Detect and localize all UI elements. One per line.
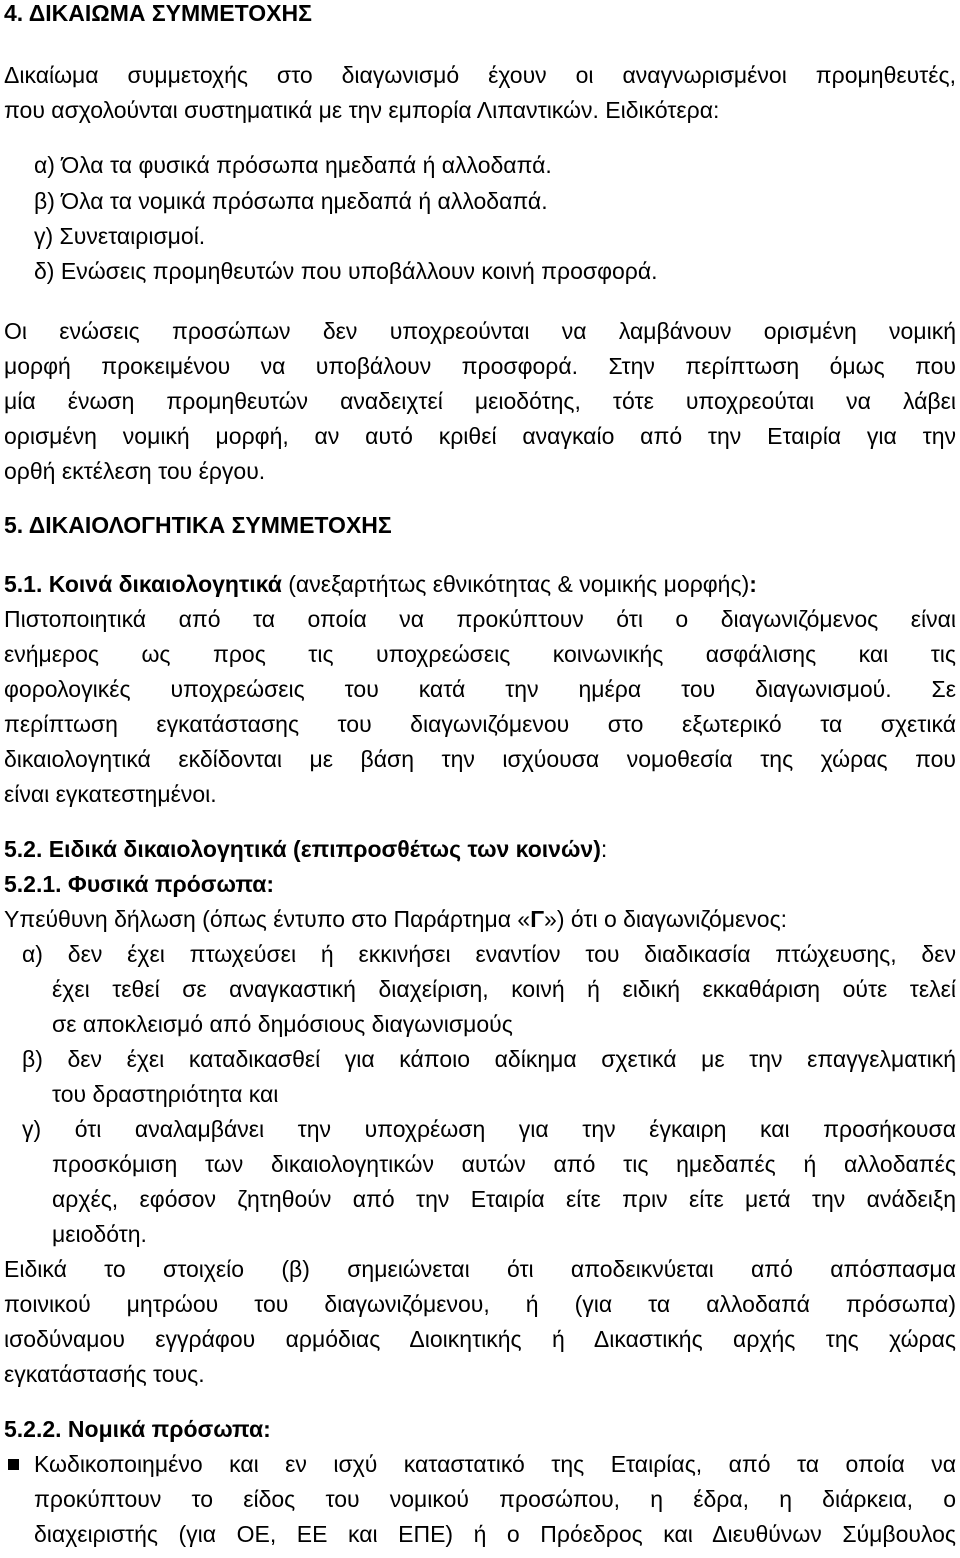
s521-c-line-4: μειοδότη. <box>52 1221 147 1247</box>
s51-line-3: φορολογικές υποχρεώσεις του κατά την ημέρα του διαγωνισμού. Σε <box>4 676 956 702</box>
section-5-2-colon: : <box>600 836 608 862</box>
intro-line-2: που ασχολούνται συστηματικά με την εμπορία Λιπαντικών. Ειδικότερα: <box>4 97 720 123</box>
s51-line-4: περίπτωση εγκατάστασης του διαγωνιζόμενου στο εξωτερικό τα σχετικά <box>4 711 956 737</box>
s521-a-line-3: σε αποκλεισμό από δημόσιους διαγωνισμούς <box>52 1011 513 1037</box>
section-5-2-title: 5.2. Ειδικά δικαιολογητικά (επιπροσθέτως των κοινών) <box>4 836 601 862</box>
s521-b-line-2: του δραστηριότητα και <box>52 1081 279 1107</box>
unions-para-line-4: ορισμένη νομική μορφή, αν αυτό κριθεί αναγκαίο από την Εταιρία για την <box>4 423 956 449</box>
s521-intro <box>4 906 960 933</box>
eligibility-item-a: α) Όλα τα φυσικά πρόσωπα ημεδαπά ή αλλοδαπά. <box>34 152 552 178</box>
s521-c-line-2: προσκόμιση των δικαιολογητικών αυτών από τις ημεδαπές ή αλλοδαπές <box>52 1151 956 1177</box>
section-5-1-heading <box>4 571 960 598</box>
s51-line-1: Πιστοποιητικά από τα οποία να προκύπτουν ότι ο διαγωνιζόμενος είναι <box>4 606 956 632</box>
s521-note-line-3: ισοδύναμου εγγράφου αρμόδιας Διοικητικής ή Δικαστικής αρχής της χώρας <box>4 1326 956 1352</box>
s51-line-2: ενήμερος ως προς τις υποχρεώσεις κοινωνικής ασφάλισης και τις <box>4 641 956 667</box>
s51-line-5: δικαιολογητικά εκδίδονται με βάση την ισχύουσα νομοθεσία της χώρας που <box>4 746 956 772</box>
section-5-1-qualifier: (ανεξαρτήτως εθνικότητας & νομικής μορφής) <box>281 571 750 597</box>
section-4-heading: 4. ΔΙΚΑΙΩΜΑ ΣΥΜΜΕΤΟΧΗΣ <box>4 0 312 26</box>
s521-a-line-2: έχει τεθεί σε αναγκαστική διαχείριση, κοινή ή ειδική εκκαθάριση ούτε τελεί <box>52 976 956 1002</box>
unions-para-line-5: ορθή εκτέλεση του έργου. <box>4 458 266 484</box>
s522-line-3: διαχειριστής (για ΟΕ, ΕΕ και ΕΠΕ) ή ο Πρόεδρος και Διευθύνων Σύμβουλος <box>34 1521 956 1547</box>
section-5-2-2-heading: 5.2.2. Νομικά πρόσωπα: <box>4 1416 271 1442</box>
s51-line-6: είναι εγκατεστημένοι. <box>4 781 217 807</box>
section-5-1-colon: : <box>749 571 757 597</box>
section-5-heading: 5. ΔΙΚΑΙΟΛΟΓΗΤΙΚΑ ΣΥΜΜΕΤΟΧΗΣ <box>4 512 392 538</box>
s521-a-line-1: α) δεν έχει πτωχεύσει ή εκκινήσει εναντίον του διαδικασία πτώχευσης, δεν <box>22 941 956 967</box>
s521-c-line-1: γ) ότι αναλαμβάνει την υποχρέωση για την έγκαιρη και προσήκουσα <box>22 1116 956 1142</box>
s522-line-2: προκύπτουν το είδος του νομικού προσώπου, η έδρα, η διάρκεια, ο <box>34 1486 956 1512</box>
s521-c-line-3: αρχές, εφόσον ζητηθούν από την Εταιρία είτε πριν είτε μετά την ανάδειξη <box>52 1186 956 1212</box>
section-5-2-1-heading: 5.2.1. Φυσικά πρόσωπα: <box>4 871 275 897</box>
s522-line-1: Κωδικοποιημένο και εν ισχύ καταστατικό της Εταιρίας, από τα οποία να <box>34 1451 956 1477</box>
square-bullet-icon <box>8 1459 19 1470</box>
s521-note-line-2: ποινικού μητρώου του διαγωνιζόμενου, ή (για τα αλλοδαπά πρόσωπα) <box>4 1291 956 1317</box>
unions-para-line-2: μορφή προκειμένου να υποβάλουν προσφορά. Στην περίπτωση όμως που <box>4 353 956 379</box>
eligibility-item-d: δ) Ενώσεις προμηθευτών που υποβάλλουν κοινή προσφορά. <box>34 258 658 284</box>
s521-intro-before: Υπεύθυνη δήλωση (όπως έντυπο στο Παράρτημα « <box>4 906 531 932</box>
annex-letter: Γ <box>530 906 545 932</box>
s521-note-line-1: Ειδικά το στοιχείο (β) σημειώνεται ότι αποδεικνύεται από απόσπασμα <box>4 1256 956 1282</box>
eligibility-item-c: γ) Συνεταιρισμοί. <box>34 223 206 249</box>
s521-b-line-1: β) δεν έχει καταδικασθεί για κάποιο αδίκημα σχετικά με την επαγγελματική <box>22 1046 956 1072</box>
s521-intro-after: ») ότι ο διαγωνιζόμενος: <box>544 906 788 932</box>
s521-note-line-4: εγκατάστασής τους. <box>4 1361 205 1387</box>
unions-para-line-1: Οι ενώσεις προσώπων δεν υποχρεούνται να λαμβάνουν ορισμένη νομική <box>4 318 956 344</box>
section-5-2-heading <box>4 836 960 863</box>
section-5-1-bold-label: 5.1. Κοινά δικαιολογητικά <box>4 571 282 597</box>
eligibility-item-b: β) Όλα τα νομικά πρόσωπα ημεδαπά ή αλλοδαπά. <box>34 188 548 214</box>
unions-para-line-3: μία ένωση προμηθευτών αναδειχτεί μειοδότης, τότε υποχρεούται να λάβει <box>4 388 956 414</box>
intro-line-1: Δικαίωμα συμμετοχής στο διαγωνισμό έχουν οι αναγνωρισμένοι προμηθευτές, <box>4 62 956 88</box>
